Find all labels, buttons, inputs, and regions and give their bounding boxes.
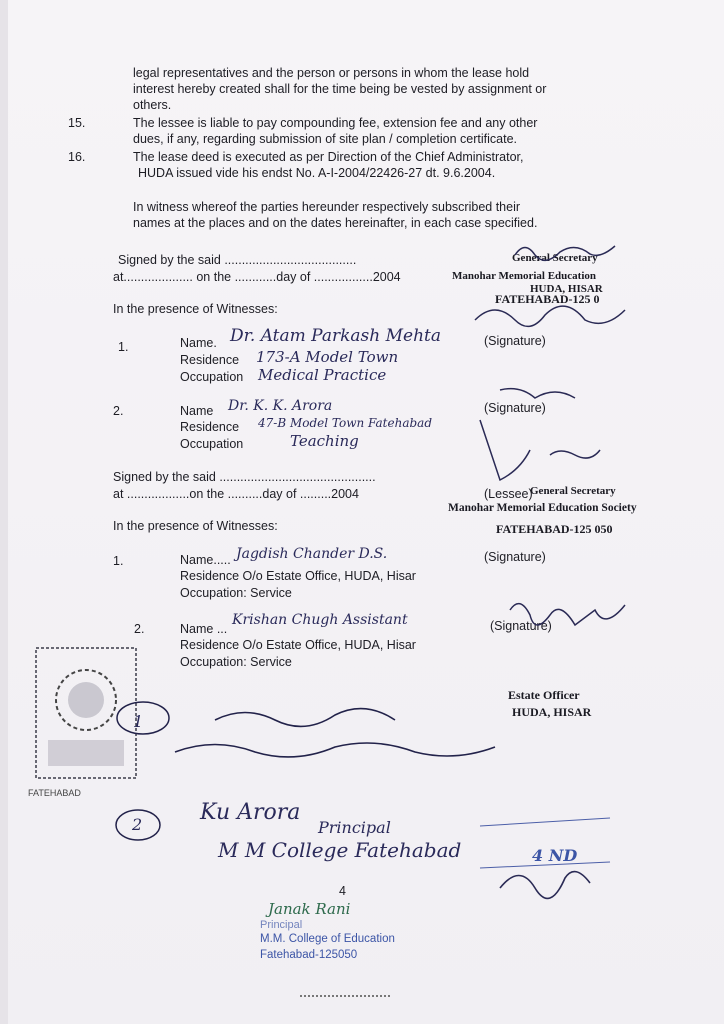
signed-by-2: Signed by the said ............................................. xyxy=(113,470,376,484)
signature-2-icon xyxy=(440,380,620,490)
witness-1-residence-label: Residence xyxy=(180,353,240,367)
witness-2-number: 2. xyxy=(113,404,124,418)
signature-1-icon xyxy=(415,230,675,340)
para-top-line-2: interest hereby created shall for the time being be vested by assignment or xyxy=(133,82,547,96)
signed-at-1: at.................... on the ............day of .................2004 xyxy=(113,270,401,284)
principal-label: Principal xyxy=(260,919,303,931)
witness-1-occupation-handwritten: Medical Practice xyxy=(258,366,387,384)
page-number: 4 xyxy=(339,884,346,898)
clause-16-number: 16. xyxy=(68,150,86,164)
clause-16-line-2: HUDA issued vide his endst No. A-I-2004/22426-27 dt. 9.6.2004. xyxy=(138,166,496,180)
witness-4-residence: Residence O/o Estate Office, HUDA, Hisar xyxy=(180,638,416,652)
witness-3-number: 1. xyxy=(113,554,124,568)
witness-1-number: 1. xyxy=(118,340,129,354)
stamp2-title: General Secretary xyxy=(530,485,616,497)
stamp1-org: Manohar Memorial Education xyxy=(452,270,597,282)
signed-at-2: at ..................on the ..........day of .........2004 xyxy=(113,487,359,501)
handwritten-hindi-lines-icon xyxy=(105,690,515,770)
witness-1-name-handwritten: Dr. Atam Parkash Mehta xyxy=(230,326,441,346)
witness-2-name-label: Name xyxy=(180,404,214,418)
para-top-line-1: legal representatives and the person or persons in whom the lease hold xyxy=(133,66,530,80)
receipt-number: 4 ND xyxy=(532,846,578,865)
signature-3-icon xyxy=(500,590,640,660)
witness-4-name-handwritten: Krishan Chugh Assistant xyxy=(232,612,408,628)
witness-3-occupation: Occupation: Service xyxy=(180,586,292,600)
lessee-label: (Lessee) xyxy=(484,487,533,501)
clause-15-line-1: The lessee is liable to pay compounding fee, extension fee and any other xyxy=(133,116,538,130)
witness-3-signature-label: (Signature) xyxy=(484,550,546,564)
witness-para-line-1: In witness whereof the parties hereunder respectively subscribed their xyxy=(133,200,521,214)
handwritten-principal: Principal xyxy=(318,818,391,837)
handwritten-college: M M College Fatehabad xyxy=(218,838,462,862)
witness-2-occupation-label: Occupation xyxy=(180,437,244,451)
witness-2-name-handwritten: Dr. K. K. Arora xyxy=(228,398,333,414)
witness-4-signature-label: (Signature) xyxy=(490,619,552,633)
witness-4-number: 2. xyxy=(134,622,145,636)
witness-2-occupation-handwritten: Teaching xyxy=(290,432,359,450)
clause-16-line-1: The lease deed is executed as per Direction of the Chief Administrator, xyxy=(133,150,524,164)
witness-2-residence-handwritten: 47-B Model Town Fatehabad xyxy=(258,416,433,430)
witness-1-name-label: Name. xyxy=(180,336,217,350)
witness-1-signature-label: (Signature) xyxy=(484,334,546,348)
witness-4-name-label: Name ... xyxy=(180,622,228,636)
stamp1-title: General Secretary xyxy=(512,252,598,264)
witness-1-occupation-label: Occupation xyxy=(180,370,244,384)
witness-2-residence-label: Residence xyxy=(180,420,240,434)
witness-4-occupation: Occupation: Service xyxy=(180,655,292,669)
principal-signature: Janak Rani xyxy=(268,900,351,918)
clause-15-number: 15. xyxy=(68,116,86,130)
witness-1-residence-handwritten: 173-A Model Town xyxy=(256,348,399,366)
circle-label-2: 2 xyxy=(132,815,143,834)
seal-text: FATEHABAD xyxy=(28,788,81,798)
stamp2-org: Manohar Memorial Education Society xyxy=(448,502,637,514)
witness-3-name-handwritten: Jagdish Chander D.S. xyxy=(236,546,388,562)
handwritten-arora: Ku Arora xyxy=(200,800,301,825)
page-edge xyxy=(0,0,8,1024)
stamp2-city: FATEHABAD-125 050 xyxy=(496,522,613,536)
stamp3-title: Estate Officer xyxy=(508,688,580,702)
witness-para-line-2: names at the places and on the dates hereinafter, in each case specified. xyxy=(133,216,538,230)
stamp1-huda: HUDA, HISAR xyxy=(530,283,603,295)
presence-1: In the presence of Witnesses: xyxy=(113,302,278,316)
bottom-dotted-line xyxy=(300,995,390,1000)
stamp1-city: FATEHABAD-125 0 xyxy=(495,292,600,306)
signed-by-1: Signed by the said ...................................... xyxy=(118,253,357,267)
witness-2-signature-label: (Signature) xyxy=(484,401,546,415)
witness-3-residence: Residence O/o Estate Office, HUDA, Hisar xyxy=(180,569,416,583)
witness-3-name-label: Name..... xyxy=(180,553,231,567)
presence-2: In the presence of Witnesses: xyxy=(113,519,278,533)
college-city: Fatehabad-125050 xyxy=(260,949,358,961)
clause-15-line-2: dues, if any, regarding submission of site plan / completion certificate. xyxy=(133,132,517,146)
college-name: M.M. College of Education xyxy=(260,933,395,945)
para-top-line-3: others. xyxy=(133,98,172,112)
stamp3-office: HUDA, HISAR xyxy=(512,705,592,719)
circle-label-1: 1 xyxy=(133,712,144,731)
